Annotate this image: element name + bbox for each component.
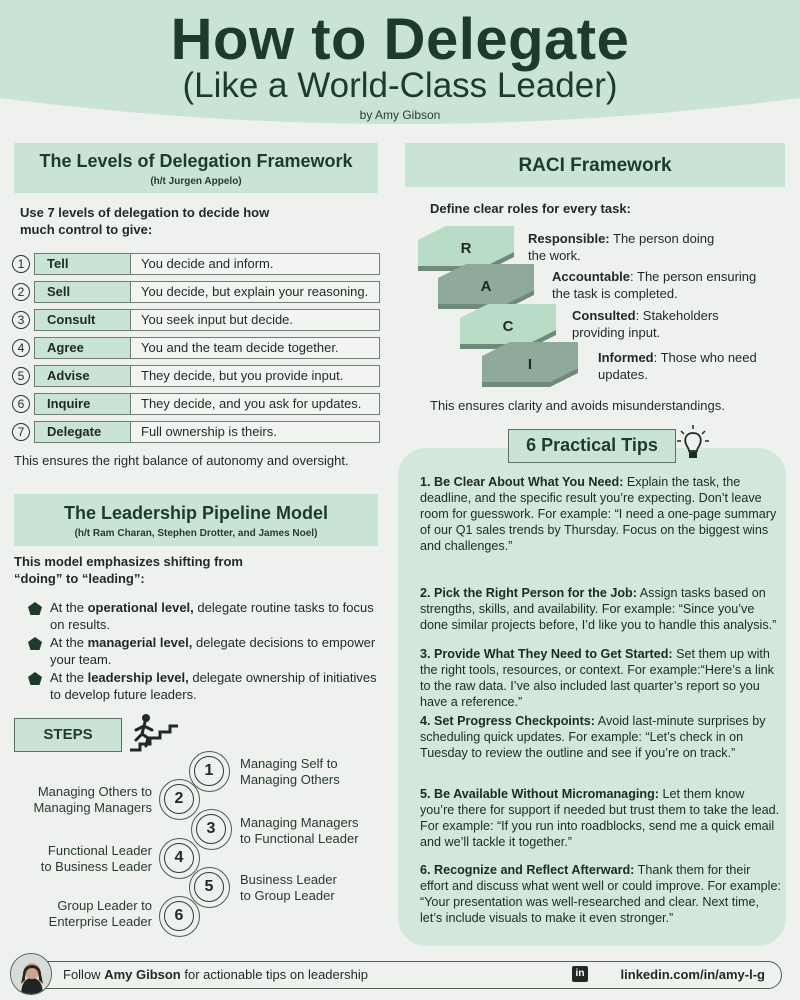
steps-label: STEPS <box>14 718 122 752</box>
levels-intro-line2: much control to give: <box>20 222 153 237</box>
level-name: Advise <box>34 365 131 387</box>
linkedin-link[interactable]: linkedin.com/in/amy-l-g <box>620 967 765 982</box>
level-description: You and the team decide together. <box>131 337 380 359</box>
raci-letter: R <box>460 240 472 257</box>
level-number: 6 <box>12 395 30 413</box>
step-number-6: 6 <box>164 901 194 931</box>
author-photo-icon <box>11 954 52 995</box>
raci-definition: Accountable: The person ensuring the task is completed. <box>552 269 757 301</box>
tip-item: 6. Recognize and Reflect Afterward: Thank them for their effort and discuss what went well or could improve. For example: “Your presentation was well-researched and clear. Next time, let’s include visuals to make it even stronger.” <box>420 863 781 925</box>
level-name: Delegate <box>34 421 131 443</box>
step-label: Business Leader to Group Leader <box>240 872 337 903</box>
step-number-3: 3 <box>196 814 226 844</box>
level-number: 4 <box>12 339 30 357</box>
levels-heading: The Levels of Delegation Framework <box>39 151 353 171</box>
tip-item: 3. Provide What They Need to Get Started: Set them up with the right tools, resources, or context. For example:“Here’s a link to the raw data. I’ve also included last quarter’s report so you have a reference.” <box>420 647 774 709</box>
stairs-person-icon <box>124 712 180 756</box>
pipeline-intro <box>14 553 243 587</box>
levels-intro-line1: Use 7 levels of delegation to decide how <box>20 205 270 220</box>
step-number-2: 2 <box>164 784 194 814</box>
pentagon-bullet-icon <box>28 602 42 616</box>
raci-letter: C <box>502 318 514 335</box>
footer-text: Follow Amy Gibson for actionable tips on leadership <box>63 967 368 982</box>
step-number-5: 5 <box>194 872 224 902</box>
pipeline-intro-line2: “doing” to “leading”: <box>14 571 145 586</box>
footer-bar <box>18 961 782 989</box>
levels-heading-box <box>14 143 378 193</box>
levels-note: This ensures the right balance of autonomy and oversight. <box>14 453 349 468</box>
raci-definition: Informed: Those who need updates. <box>598 350 757 382</box>
level-name: Inquire <box>34 393 131 415</box>
level-row-inquire <box>12 393 380 415</box>
raci-letter: A <box>480 278 492 295</box>
tips-heading: 6 Practical Tips <box>508 429 676 463</box>
pentagon-bullet-icon <box>28 637 42 651</box>
pipeline-heading-box <box>14 494 378 546</box>
level-row-advise <box>12 365 380 387</box>
level-description: You decide and inform. <box>131 253 380 275</box>
level-name: Consult <box>34 309 131 331</box>
step-label: Managing Others to Managing Managers <box>33 784 152 815</box>
level-row-delegate <box>12 421 380 443</box>
level-description: Full ownership is theirs. <box>131 421 380 443</box>
step-number-1: 1 <box>194 756 224 786</box>
tip-item: 5. Be Available Without Micromanaging: Let them know you’re there for support if needed but trust them to take the lead. For example: “If you run into roadblocks, send me a quick email and we’ll tackle it together.” <box>420 787 780 849</box>
level-description: You decide, but explain your reasoning. <box>131 281 380 303</box>
levels-intro <box>20 204 269 238</box>
step-label: Managing Self to Managing Others <box>240 756 340 787</box>
level-row-tell <box>12 253 380 275</box>
pentagon-bullet-icon <box>28 672 42 686</box>
levels-credit: (h/t Jurgen Appelo) <box>150 176 242 187</box>
raci-note: This ensures clarity and avoids misunderstandings. <box>430 398 725 413</box>
footer-author-link[interactable]: Amy Gibson <box>104 967 181 982</box>
raci-definition: Consulted: Stakeholders providing input. <box>572 308 719 340</box>
level-description: They decide, but you provide input. <box>131 365 380 387</box>
level-row-sell <box>12 281 380 303</box>
level-number: 5 <box>12 367 30 385</box>
step-label: Functional Leader to Business Leader <box>40 843 152 874</box>
level-name: Agree <box>34 337 131 359</box>
level-name: Sell <box>34 281 131 303</box>
page-title: How to Delegate <box>170 7 630 72</box>
level-number: 3 <box>12 311 30 329</box>
page-subtitle: (Like a World-Class Leader) <box>182 66 618 105</box>
tip-item: 4. Set Progress Checkpoints: Avoid last-minute surprises by scheduling quick updates. For example: “Let’s check in on Tuesday to review the outline and see if you’re on track.” <box>420 714 766 760</box>
raci-intro: Define clear roles for every task: <box>430 201 631 216</box>
raci-heading-box <box>405 143 785 187</box>
linkedin-icon: in <box>572 966 588 982</box>
step-number-4: 4 <box>164 843 194 873</box>
byline: by Amy Gibson <box>359 108 441 122</box>
lightbulb-icon <box>676 423 710 463</box>
tip-item: 1. Be Clear About What You Need: Explain the task, the deadline, and the specific result you’re expecting. Don’t leave room for guesswork. For example: “I need a one-page summary of our Q1 sales trends by Thursday. Focus on the biggest wins and challenges.” <box>420 475 777 553</box>
avatar <box>10 953 52 995</box>
step-label: Group Leader to Enterprise Leader <box>48 898 152 929</box>
level-description: You seek input but decide. <box>131 309 380 331</box>
level-row-consult <box>12 309 380 331</box>
level-number: 2 <box>12 283 30 301</box>
raci-definition: Responsible: The person doing the work. <box>528 231 715 263</box>
pipeline-credit: (h/t Ram Charan, Stephen Drotter, and James Noel) <box>74 528 318 539</box>
tip-item: 2. Pick the Right Person for the Job: Assign tasks based on strengths, skills, and availability. For example: “Since you’ve done similar projects before, I’d like you to handle this analysis.” <box>420 586 777 632</box>
level-row-agree <box>12 337 380 359</box>
step-label: Managing Managers to Functional Leader <box>240 815 359 846</box>
raci-letter: I <box>527 356 533 373</box>
level-description: They decide, and you ask for updates. <box>131 393 380 415</box>
level-number: 7 <box>12 423 30 441</box>
level-name: Tell <box>34 253 131 275</box>
raci-heading: RACI Framework <box>518 155 672 176</box>
pipeline-intro-line1: This model emphasizes shifting from <box>14 554 243 569</box>
pipeline-heading: The Leadership Pipeline Model <box>63 503 329 523</box>
level-number: 1 <box>12 255 30 273</box>
